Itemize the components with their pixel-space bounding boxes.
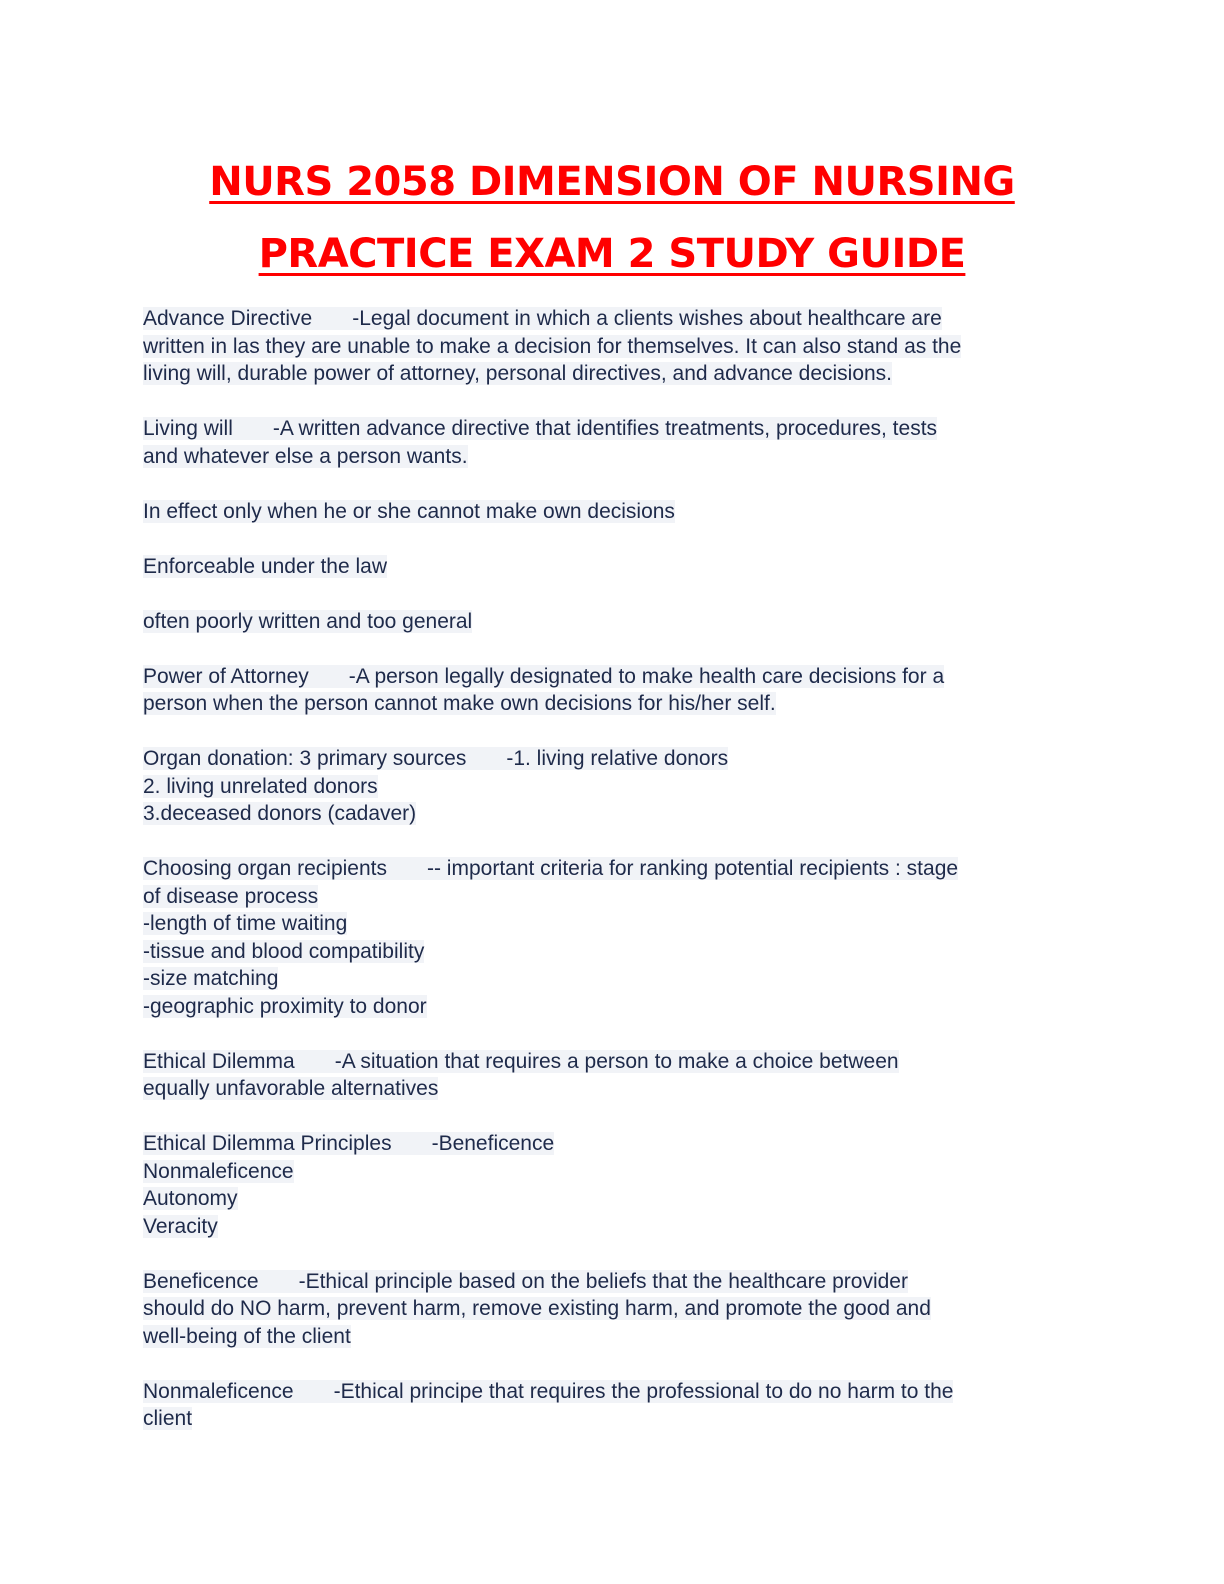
entry-line: -geographic proximity to donor (143, 994, 427, 1018)
entry-line: and whatever else a person wants. (143, 444, 468, 468)
entry-definition: -A written advance directive that identifies treatments, procedures, tests (272, 417, 938, 440)
entry-note (143, 498, 1093, 526)
entry-beneficence (143, 1268, 1093, 1351)
entry-text: In effect only when he or she cannot make own decisions (143, 499, 675, 523)
entry-definition: -- important criteria for ranking potential recipients : stage (426, 857, 959, 880)
entry-term: Ethical Dilemma Principles (143, 1132, 392, 1155)
entry-organ-donation (143, 745, 1093, 828)
study-guide-content (143, 305, 1093, 1460)
entry-note (143, 608, 1093, 636)
entry-nonmaleficence (143, 1378, 1093, 1433)
entry-line: of disease process (143, 884, 319, 908)
entry-living-will (143, 415, 1093, 470)
entry-line: -length of time waiting (143, 912, 348, 935)
entry-line: should do NO harm, prevent harm, remove existing harm, and promote the good and (143, 1297, 931, 1320)
entry-term: Choosing organ recipients (143, 857, 387, 880)
entry-choosing-organ-recipients (143, 855, 1093, 1020)
entry-note (143, 553, 1093, 581)
title-line-1: NURS 2058 DIMENSION OF NURSING (209, 159, 1015, 205)
entry-text: often poorly written and too general (143, 609, 473, 633)
entry-line: -size matching (143, 967, 279, 990)
entry-term: Power of Attorney (143, 664, 309, 688)
entry-ethical-dilemma (143, 1048, 1093, 1103)
entry-advance-directive (143, 305, 1093, 388)
entry-term: Living will (143, 417, 233, 440)
entry-definition: -1. living relative donors (506, 747, 729, 770)
entry-line: well-being of the client (143, 1324, 351, 1348)
entry-line: 2. living unrelated donors (143, 774, 378, 798)
title-line-2: PRACTICE EXAM 2 STUDY GUIDE (258, 231, 966, 277)
entry-line: Veracity (143, 1214, 218, 1238)
entry-line: written in las they are unable to make a decision for themselves. It can also stand as the (143, 334, 962, 358)
entry-text: Enforceable under the law (143, 554, 387, 578)
entry-line: Nonmaleficence (143, 1159, 294, 1183)
entry-term: Organ donation: 3 primary sources (143, 747, 467, 770)
entry-line: Autonomy (143, 1187, 238, 1210)
entry-line: -tissue and blood compatibility (143, 939, 425, 963)
entry-definition: -A person legally designated to make health care decisions for a (348, 664, 945, 688)
entry-power-of-attorney (143, 663, 1093, 718)
document-title (0, 146, 1224, 290)
entry-line: client (143, 1407, 193, 1430)
entry-term: Nonmaleficence (143, 1379, 294, 1403)
entry-definition: -Legal document in which a clients wishes about healthcare are (352, 307, 942, 330)
entry-ethical-dilemma-principles (143, 1130, 1093, 1240)
entry-term: Beneficence (143, 1269, 259, 1293)
entry-line: living will, durable power of attorney, personal directives, and advance decisions. (143, 362, 893, 385)
entry-definition: -Ethical principe that requires the professional to do no harm to the (333, 1379, 954, 1403)
entry-definition: -Beneficence (431, 1132, 555, 1155)
entry-term: Advance Directive (143, 307, 313, 330)
entry-term: Ethical Dilemma (143, 1049, 295, 1073)
entry-definition: -A situation that requires a person to make a choice between (334, 1049, 899, 1073)
entry-definition: -Ethical principle based on the beliefs that the healthcare provider (298, 1269, 908, 1293)
entry-line: equally unfavorable alternatives (143, 1077, 439, 1100)
entry-line: person when the person cannot make own decisions for his/her self. (143, 692, 776, 715)
entry-line: 3.deceased donors (cadaver) (143, 802, 417, 825)
